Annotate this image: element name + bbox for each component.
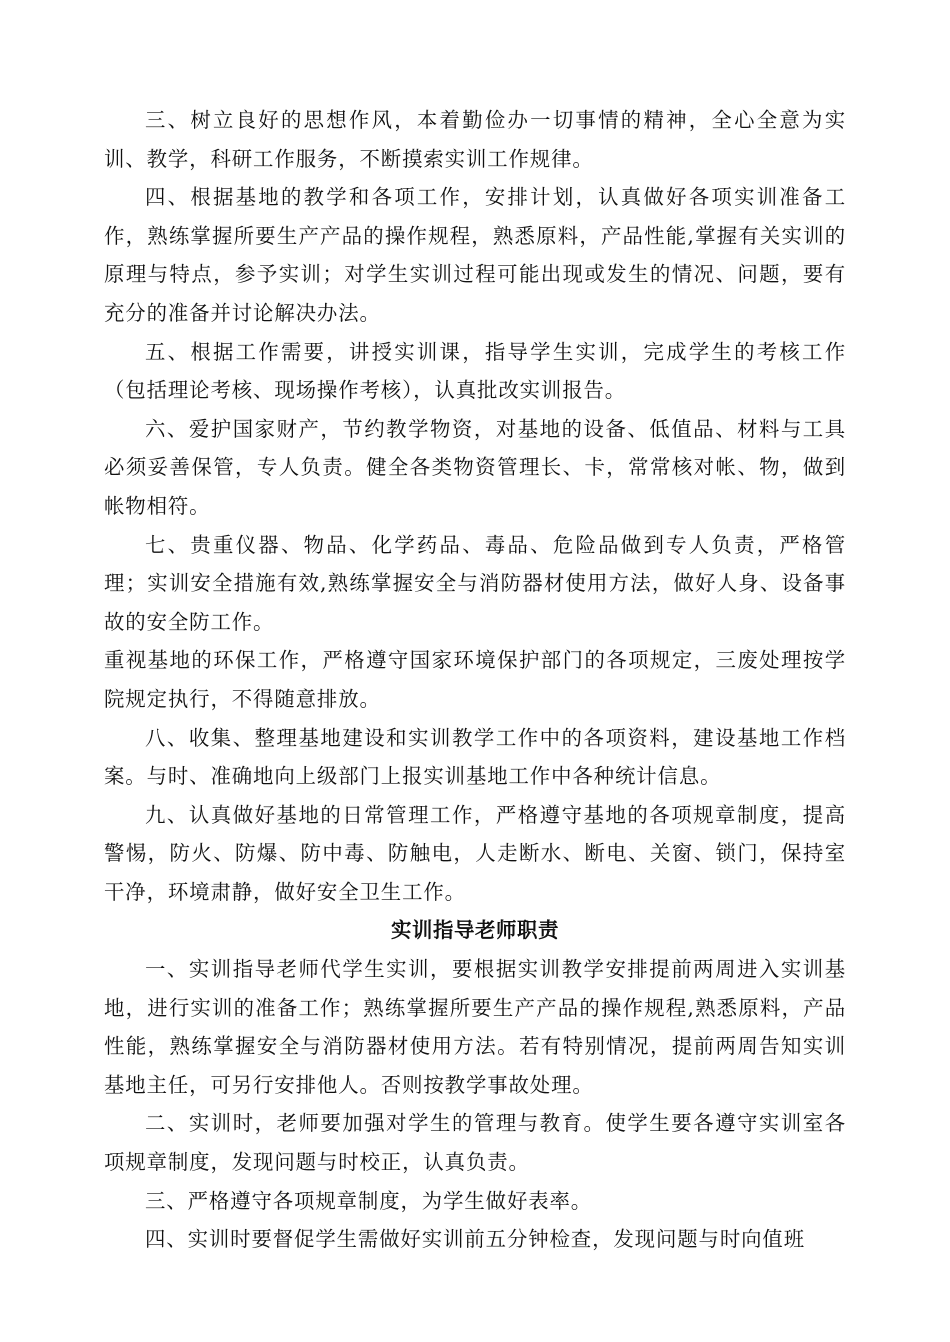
document-page xyxy=(104,101,846,1259)
paragraph-environment: 重视基地的环保工作，严格遵守国家环境保护部门的各项规定，三废处理按学院规定执行，不得随意排放。 xyxy=(104,648,846,711)
paragraph-instructor-3: 三、严格遵守各项规章制度，为学生做好表率。 xyxy=(145,1188,593,1213)
paragraph-duty-9: 九、认真做好基地的日常管理工作，严格遵守基地的各项规章制度，提高警惕，防火、防爆、防中毒、防触电，人走断水、断电、关窗、锁门，保持室干净，环境肃静，做好安全卫生工作。 xyxy=(104,802,846,904)
paragraph-duty-3: 三、树立良好的思想作风，本着勤俭办一切事情的精神，全心全意为实训、教学，科研工作服务，不断摸索实训工作规律。 xyxy=(104,108,846,171)
paragraph-instructor-4: 四、实训时要督促学生需做好实训前五分钟检查，发现问题与时向值班 xyxy=(145,1227,806,1252)
paragraph-duty-4: 四、根据基地的教学和各项工作，安排计划，认真做好各项实训准备工作，熟练掌握所要生产产品的操作规程，熟悉原料，产品性能,掌握有关实训的原理与特点，参予实训；对学生实训过程可能出现或发生的情况、问题，要有充分的准备并讨论解决办法。 xyxy=(104,185,846,325)
paragraph-duty-6: 六、爱护国家财产，节约教学物资，对基地的设备、低值品、材料与工具必须妥善保管，专人负责。健全各类物资管理长、卡，常常核对帐、物，做到帐物相符。 xyxy=(104,416,846,518)
paragraph-instructor-2: 二、实训时，老师要加强对学生的管理与教育。使学生要各遵守实训室各项规章制度，发现问题与时校正，认真负责。 xyxy=(104,1111,846,1175)
paragraph-duty-8: 八、收集、整理基地建设和实训教学工作中的各项资料，建设基地工作档案。与时、准确地向上级部门上报实训基地工作中各种统计信息。 xyxy=(104,725,846,789)
paragraph-instructor-1: 一、实训指导老师代学生实训，要根据实训教学安排提前两周进入实训基地，进行实训的准备工作；熟练掌握所要生产产品的操作规程,熟悉原料，产品性能，熟练掌握安全与消防器材使用方法。若有特别情况，提前两周告知实训基地主任，可另行安排他人。否则按教学事故处理。 xyxy=(104,957,846,1097)
section-heading-instructor-duties: 实训指导老师职责 xyxy=(391,918,559,943)
paragraph-duty-7: 七、贵重仪器、物品、化学药品、毒品、危险品做到专人负责，严格管理；实训安全措施有效,熟练掌握安全与消防器材使用方法，做好人身、设备事故的安全防工作。 xyxy=(104,532,846,634)
paragraph-duty-5: 五、根据工作需要，讲授实训课，指导学生实训，完成学生的考核工作（包括理论考核、现场操作考核），认真批改实训报告。 xyxy=(104,339,846,403)
